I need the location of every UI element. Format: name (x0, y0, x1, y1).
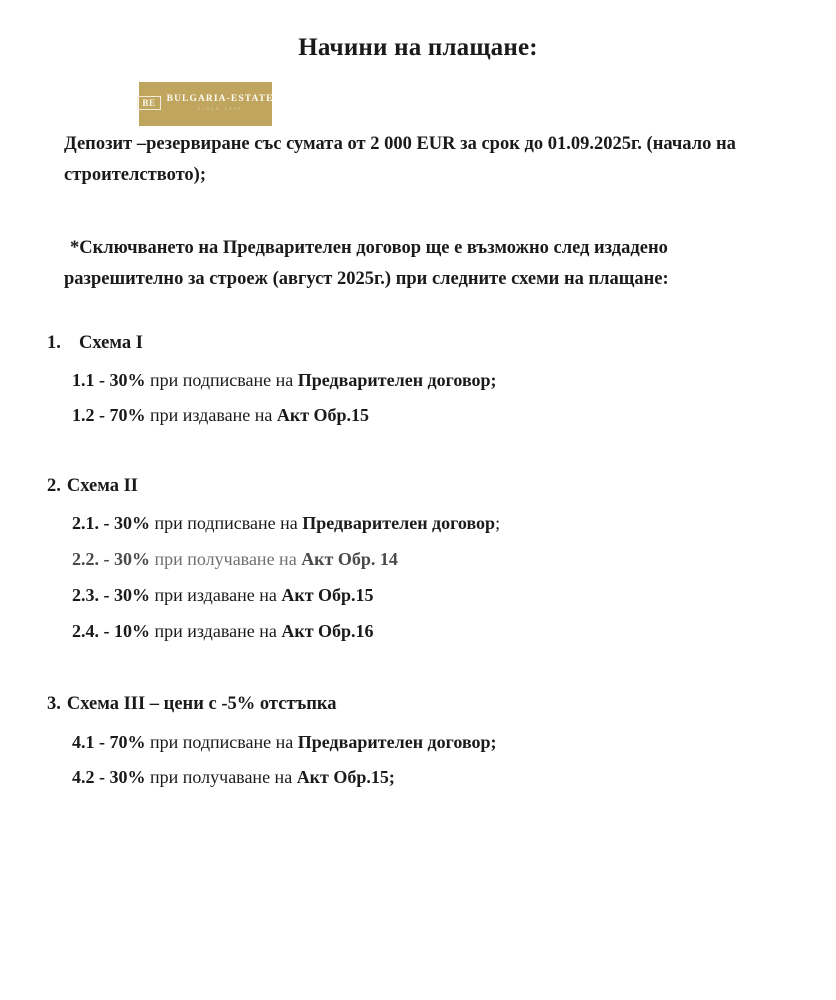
scheme-2-item-4 (72, 619, 374, 643)
scheme-3-item-2-label: 4.2 - 30% (72, 767, 146, 787)
deposit-line-1: Депозит –резервиране със сумата от 2 000 EUR за срок до 01.09.2025г. (64, 134, 642, 154)
scheme-2-item-1-middle: при подписване на (150, 513, 303, 533)
precontract-line-2: разрешително за строеж (август 2025г.) при следните схеми на плащане: (64, 269, 669, 289)
scheme-2-item-3-middle: при издаване на (150, 585, 282, 605)
scheme-3-item-2-middle: при получаване на (145, 767, 297, 787)
logo-text (167, 95, 274, 111)
scheme-3-number: 3. (47, 694, 61, 714)
scheme-2-item-4-label: 2.4. - 10% (72, 621, 150, 641)
scheme-2-title: Схема II (66, 476, 138, 496)
scheme-1-item-2 (72, 403, 369, 427)
scheme-3-heading (47, 691, 337, 717)
scheme-1-item-1-middle: при подписване на (145, 370, 298, 390)
logo-tagline: SINCE 1999 (197, 105, 243, 111)
scheme-3-item-1-label: 4.1 - 70% (72, 732, 146, 752)
page-title: Начини на плащане: (298, 34, 538, 61)
precontract-line-1: *Сключването на Предварителен договор ще е възможно след издадено (70, 238, 668, 258)
scheme-3-item-2-emphasis: Акт Обр.15; (296, 767, 395, 787)
deposit-line-2: (начало на строителството); (64, 134, 736, 185)
scheme-2-item-3-emphasis: Акт Обр.15 (281, 585, 374, 605)
logo-content (137, 95, 273, 111)
scheme-1-item-1-emphasis: Предварителен договор; (297, 370, 497, 390)
scheme-2-item-2-emphasis: Акт Обр. 14 (301, 549, 398, 569)
scheme-1-title: Схема I (79, 333, 143, 353)
scheme-1-item-2-middle: при издаване на (145, 405, 277, 425)
scheme-2-item-4-middle: при издаване на (150, 621, 282, 641)
scheme-2-item-4-emphasis: Акт Обр.16 (281, 621, 374, 641)
scheme-2-number: 2. (47, 476, 61, 496)
scheme-3-item-1 (72, 730, 497, 754)
scheme-3-item-1-emphasis: Предварителен договор; (297, 732, 497, 752)
scheme-2-item-3-label: 2.3. - 30% (72, 585, 150, 605)
scheme-2-item-1 (72, 511, 500, 535)
scheme-2-heading (47, 473, 138, 499)
scheme-3-title: Схема III – цени с -5% отстъпка (66, 694, 337, 714)
scheme-2-item-3 (72, 583, 374, 607)
scheme-1-item-1-label: 1.1 - 30% (72, 370, 146, 390)
scheme-1-number: 1. (47, 333, 61, 353)
scheme-1-item-1 (72, 368, 497, 392)
logo-company-name: BULGARIA-ESTATE (166, 94, 274, 105)
scheme-2-item-2-label: 2.2. - 30% (72, 549, 150, 569)
scheme-2-item-1-label: 2.1. - 30% (72, 513, 150, 533)
scheme-3-item-2 (72, 765, 395, 789)
scheme-2-item-2 (72, 547, 398, 571)
scheme-1-heading (47, 330, 143, 356)
scheme-1-item-2-label: 1.2 - 70% (72, 405, 146, 425)
scheme-2-item-1-suffix: ; (495, 513, 501, 533)
bulgaria-estate-logo (139, 82, 272, 126)
logo-monogram-icon: BE (137, 96, 160, 110)
deposit-paragraph (64, 129, 780, 191)
scheme-1-item-2-emphasis: Акт Обр.15 (276, 405, 370, 425)
precontract-paragraph (64, 233, 778, 295)
scheme-2-item-1-emphasis: Предварителен договор (302, 513, 496, 533)
scheme-2-item-2-middle: при получаване на (150, 549, 302, 569)
scheme-3-item-1-middle: при подписване на (145, 732, 298, 752)
